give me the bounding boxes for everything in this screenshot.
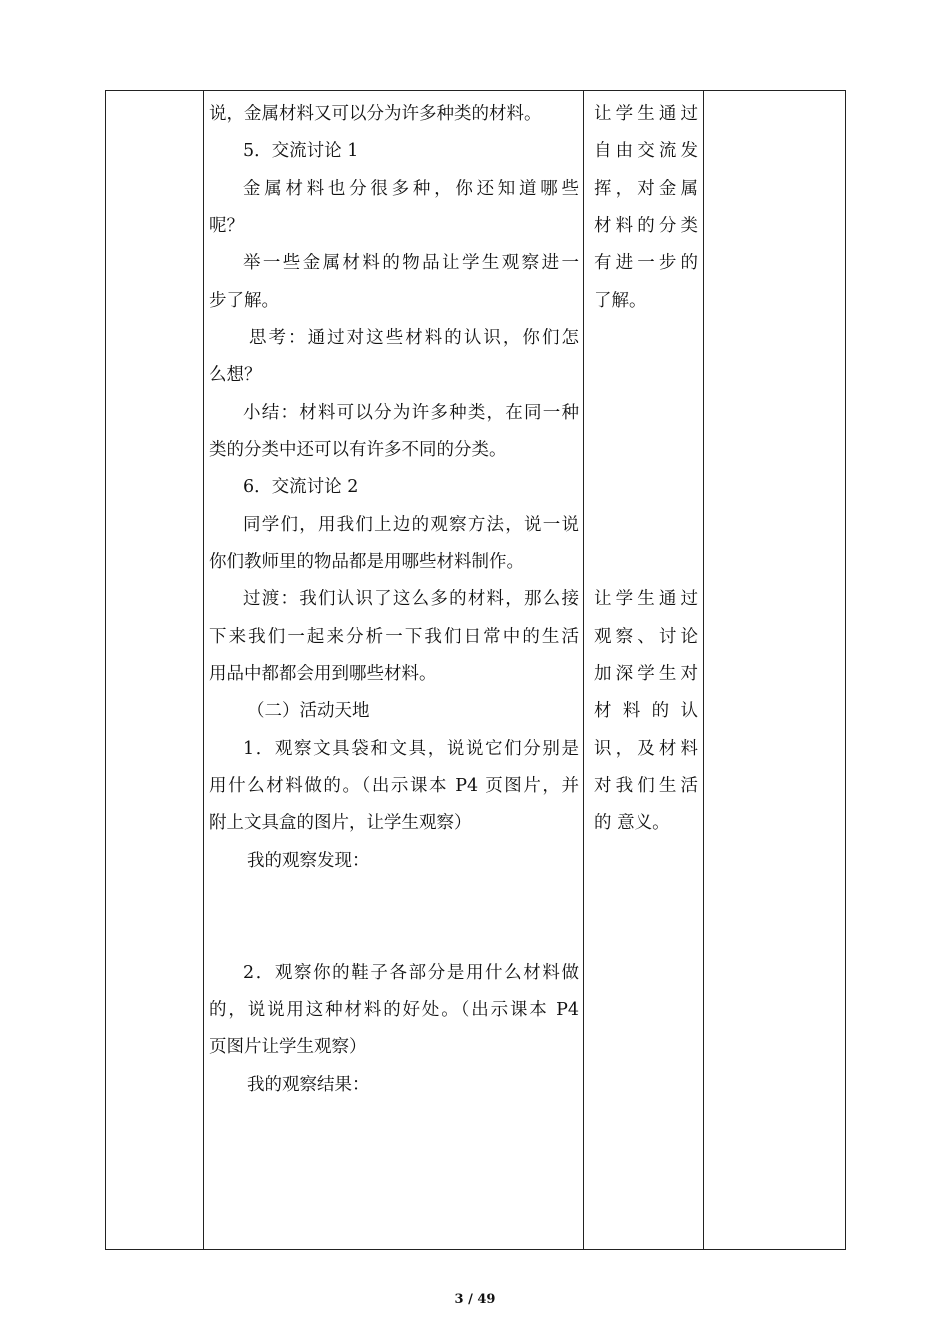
text-line: 2．观察你的鞋子各部分是用什么材料做 [243,963,579,983]
intent-line: 加深学生对 [594,664,698,684]
text-line: 附上文具盒的图片，让学生观察） [209,813,472,833]
text-line: 用什么材料做的。（出示课本 P4 页图片，并 [209,776,579,796]
intent-line: 自由交流发 [594,141,698,161]
page-number: 3 / 49 [454,1292,496,1307]
text-line: 下来我们一起来分析一下我们日常中的生活 [209,627,579,647]
text-line: 页图片让学生观察） [209,1037,367,1057]
intent-line: 让学生通过 [594,104,698,124]
intent-line: 挥，对金属 [594,179,698,199]
text-line: 举一些金属材料的物品让学生观察进一 [243,253,579,273]
text-line: 说，金属材料又可以分为许多种类的材料。 [209,104,542,124]
text-line: 同学们，用我们上边的观察方法，说一说 [243,515,579,535]
intent-line: 对我们生活 [594,776,698,796]
text-line: 用品中都都会用到哪些材料。 [209,664,437,684]
text-line: 你们教师里的物品都是用哪些材料制作。 [209,552,524,572]
intent-line: 了解。 [594,291,647,311]
text-line: 么想？ [209,365,262,385]
section-heading: （二）活动天地 [247,701,370,721]
text-line: 思考：通过对这些材料的认识，你们怎 [249,328,579,348]
text-line: 步了解。 [209,291,279,311]
text-line: 6．交流讨论 2 [243,477,359,497]
text-line: 类的分类中还可以有许多不同的分类。 [209,440,507,460]
text-line: 5．交流讨论 1 [243,141,359,161]
text-line: 我的观察结果： [247,1075,370,1095]
intent-line: 让学生通过 [594,589,698,609]
column-divider-1 [203,91,204,1249]
text-line: 过渡：我们认识了这么多的材料，那么接 [243,589,579,609]
text-line: 金属材料也分很多种，你还知道哪些 [243,179,579,199]
text-line: 的，说说用这种材料的好处。（出示课本 P4 [209,1000,579,1020]
text-line: 呢？ [209,216,244,236]
intent-line: 材料的分类 [594,216,698,236]
column-divider-3 [703,91,704,1249]
intent-line: 的 意义。 [594,813,670,833]
intent-line: 有进一步的 [594,253,698,273]
column-divider-2 [583,91,584,1249]
intent-line: 识，及材料 [594,739,698,759]
text-line: 小结：材料可以分为许多种类，在同一种 [243,403,579,423]
intent-line: 观察、讨论 [594,627,698,647]
lesson-plan-table [105,90,846,1250]
text-line: 1．观察文具袋和文具，说说它们分别是 [243,739,579,759]
text-line: 我的观察发现： [247,851,370,871]
intent-line: 材 料 的 认 [594,701,698,721]
